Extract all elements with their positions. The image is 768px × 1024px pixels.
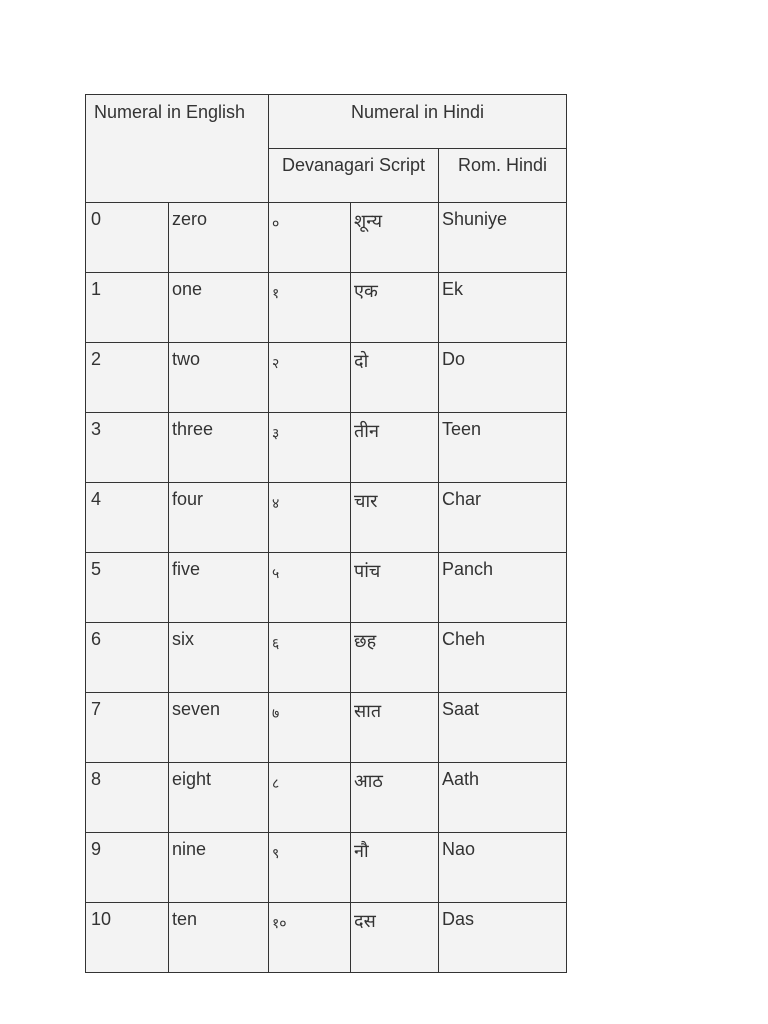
english-word-cell: five bbox=[169, 553, 269, 623]
table-row bbox=[86, 623, 567, 693]
devanagari-numeral-cell: ७ bbox=[269, 693, 351, 763]
table-row bbox=[86, 273, 567, 343]
table-row bbox=[86, 203, 567, 273]
romanized-hindi-cell: Panch bbox=[439, 553, 567, 623]
numeral-cell: 7 bbox=[86, 693, 169, 763]
numeral-cell: 4 bbox=[86, 483, 169, 553]
numeral-cell: 0 bbox=[86, 203, 169, 273]
english-word-cell: nine bbox=[169, 833, 269, 903]
header-romanized: Rom. Hindi bbox=[439, 149, 567, 203]
table-row bbox=[86, 343, 567, 413]
numeral-cell: 2 bbox=[86, 343, 169, 413]
devanagari-numeral-cell: ० bbox=[269, 203, 351, 273]
table-body bbox=[86, 203, 567, 973]
devanagari-word-cell: तीन bbox=[351, 413, 439, 483]
devanagari-numeral-cell: १ bbox=[269, 273, 351, 343]
english-word-cell: two bbox=[169, 343, 269, 413]
table-row bbox=[86, 903, 567, 973]
romanized-hindi-cell: Shuniye bbox=[439, 203, 567, 273]
english-word-cell: zero bbox=[169, 203, 269, 273]
devanagari-word-cell: छह bbox=[351, 623, 439, 693]
english-word-cell: one bbox=[169, 273, 269, 343]
numeral-cell: 3 bbox=[86, 413, 169, 483]
romanized-hindi-cell: Saat bbox=[439, 693, 567, 763]
numeral-cell: 9 bbox=[86, 833, 169, 903]
devanagari-numeral-cell: ६ bbox=[269, 623, 351, 693]
numerals-table bbox=[85, 94, 567, 973]
devanagari-word-cell: नौ bbox=[351, 833, 439, 903]
romanized-hindi-cell: Ek bbox=[439, 273, 567, 343]
romanized-hindi-cell: Aath bbox=[439, 763, 567, 833]
header-english: Numeral in English bbox=[86, 95, 269, 203]
table-row bbox=[86, 413, 567, 483]
devanagari-numeral-cell: ८ bbox=[269, 763, 351, 833]
table-row bbox=[86, 483, 567, 553]
romanized-hindi-cell: Do bbox=[439, 343, 567, 413]
english-word-cell: six bbox=[169, 623, 269, 693]
devanagari-numeral-cell: २ bbox=[269, 343, 351, 413]
devanagari-word-cell: शून्य bbox=[351, 203, 439, 273]
header-devanagari: Devanagari Script bbox=[269, 149, 439, 203]
table-row bbox=[86, 763, 567, 833]
english-word-cell: four bbox=[169, 483, 269, 553]
numeral-cell: 10 bbox=[86, 903, 169, 973]
romanized-hindi-cell: Cheh bbox=[439, 623, 567, 693]
romanized-hindi-cell: Nao bbox=[439, 833, 567, 903]
devanagari-numeral-cell: ९ bbox=[269, 833, 351, 903]
devanagari-word-cell: पांच bbox=[351, 553, 439, 623]
devanagari-word-cell: दस bbox=[351, 903, 439, 973]
devanagari-word-cell: एक bbox=[351, 273, 439, 343]
devanagari-numeral-cell: ३ bbox=[269, 413, 351, 483]
english-word-cell: ten bbox=[169, 903, 269, 973]
table-row bbox=[86, 693, 567, 763]
romanized-hindi-cell: Teen bbox=[439, 413, 567, 483]
devanagari-numeral-cell: ४ bbox=[269, 483, 351, 553]
devanagari-word-cell: दो bbox=[351, 343, 439, 413]
numeral-cell: 5 bbox=[86, 553, 169, 623]
devanagari-numeral-cell: ५ bbox=[269, 553, 351, 623]
numeral-cell: 6 bbox=[86, 623, 169, 693]
devanagari-word-cell: चार bbox=[351, 483, 439, 553]
romanized-hindi-cell: Char bbox=[439, 483, 567, 553]
romanized-hindi-cell: Das bbox=[439, 903, 567, 973]
table-row bbox=[86, 553, 567, 623]
english-word-cell: three bbox=[169, 413, 269, 483]
header-row bbox=[86, 95, 567, 149]
devanagari-numeral-cell: १० bbox=[269, 903, 351, 973]
devanagari-word-cell: आठ bbox=[351, 763, 439, 833]
english-word-cell: seven bbox=[169, 693, 269, 763]
english-word-cell: eight bbox=[169, 763, 269, 833]
numeral-cell: 1 bbox=[86, 273, 169, 343]
header-hindi: Numeral in Hindi bbox=[269, 95, 567, 149]
devanagari-word-cell: सात bbox=[351, 693, 439, 763]
numeral-cell: 8 bbox=[86, 763, 169, 833]
table-row bbox=[86, 833, 567, 903]
